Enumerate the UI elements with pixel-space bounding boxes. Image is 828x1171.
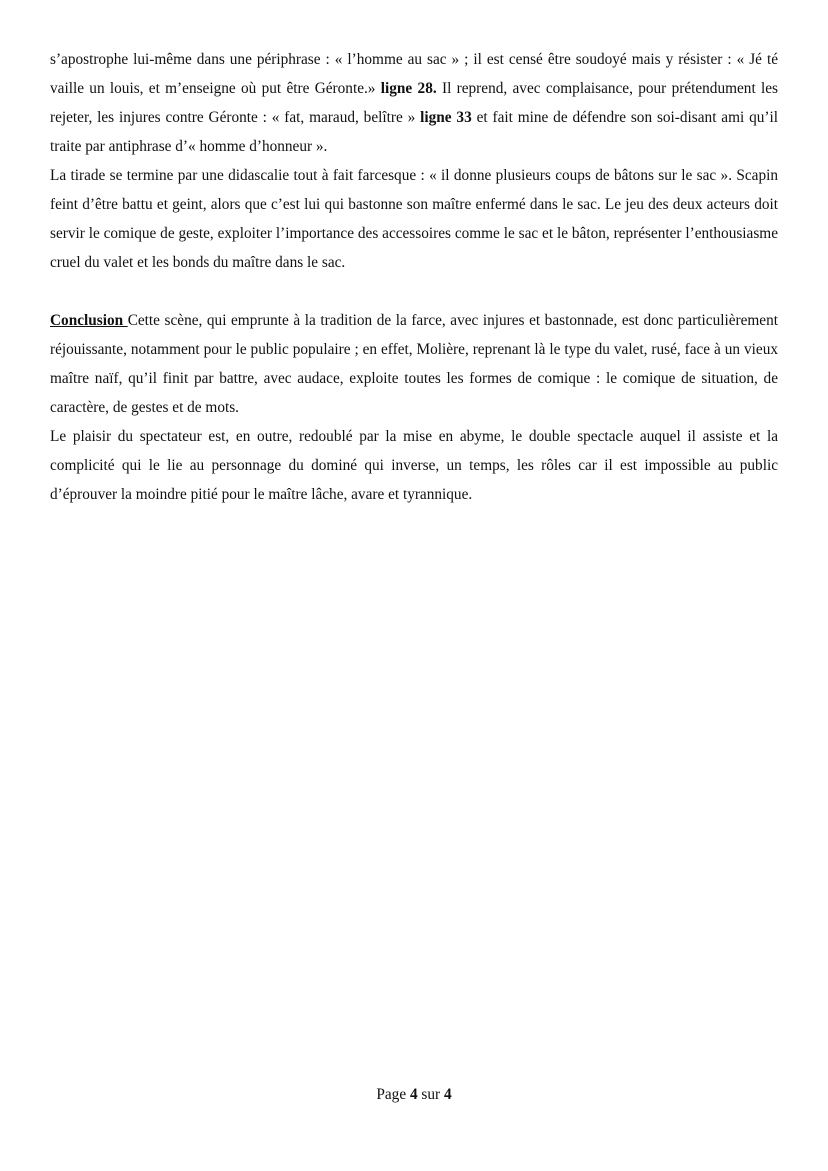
paragraph-text: et fait mine de défendre son soi-disant ami qu’il traite par antiphrase d’« homme d’honneur ». [50,109,778,155]
paragraph-didascalie: La tirade se termine par une didascalie tout à fait farcesque : « il donne plusieurs coups de bâtons sur le sac ». Scapin feint d’être battu et geint, alors que c’est lui qui bastonne son maître enfermé dans le sac. Le jeu des deux acteurs doit servir le comique de geste, exploiter l’importance des accessoires comme le sac et le bâton, représenter l’enthousiasme cruel du valet et les bonds du maître dans le sac. [50,167,778,271]
paragraph-text: Il reprend, avec complaisance, pour prétendument les rejeter, les injures contre Géronte : « fat, maraud, belître » [50,80,779,126]
conclusion-section [50,306,778,509]
paragraph-injures [50,45,778,161]
conclusion-paragraph [50,306,778,422]
conclusion-text: Cette scène, qui emprunte à la tradition de la farce, avec injures et bastonnade, est donc particulièrement réjouissante, notamment pour le public populaire ; en effet, Molière, reprenant là le type du valet, rusé, face à un vieux maître naïf, qu’il finit par battre, avec audace, exploite toutes les formes de comique : le comique de situation, de caractère, de gestes et de mots. [50,312,778,416]
page-separator: sur [417,1086,444,1103]
conclusion-heading: Conclusion [50,312,128,329]
page-label: Page [376,1086,410,1103]
line-reference-28: ligne 28. [380,80,437,97]
line-reference-33: ligne 33 [420,109,472,126]
page-footer [0,1080,828,1109]
final-paragraph: Le plaisir du spectateur est, en outre, redoublé par la mise en abyme, le double spectacle auquel il assiste et la complicité qui le lie au personnage du dominé qui inverse, un temps, les rôles car il est impossible au public d’éprouver la moindre pitié pour le maître lâche, avare et tyrannique. [50,428,778,503]
analysis-section [50,45,778,277]
total-pages-number: 4 [443,1086,452,1103]
paragraph-text: s’apostrophe lui-même dans une périphrase : « l’homme au sac » ; il est censé être soudoyé mais y résister : « Jé té vaille un louis, et m’enseigne où put être Géronte.» [50,51,778,97]
current-page-number: 4 [409,1086,418,1103]
